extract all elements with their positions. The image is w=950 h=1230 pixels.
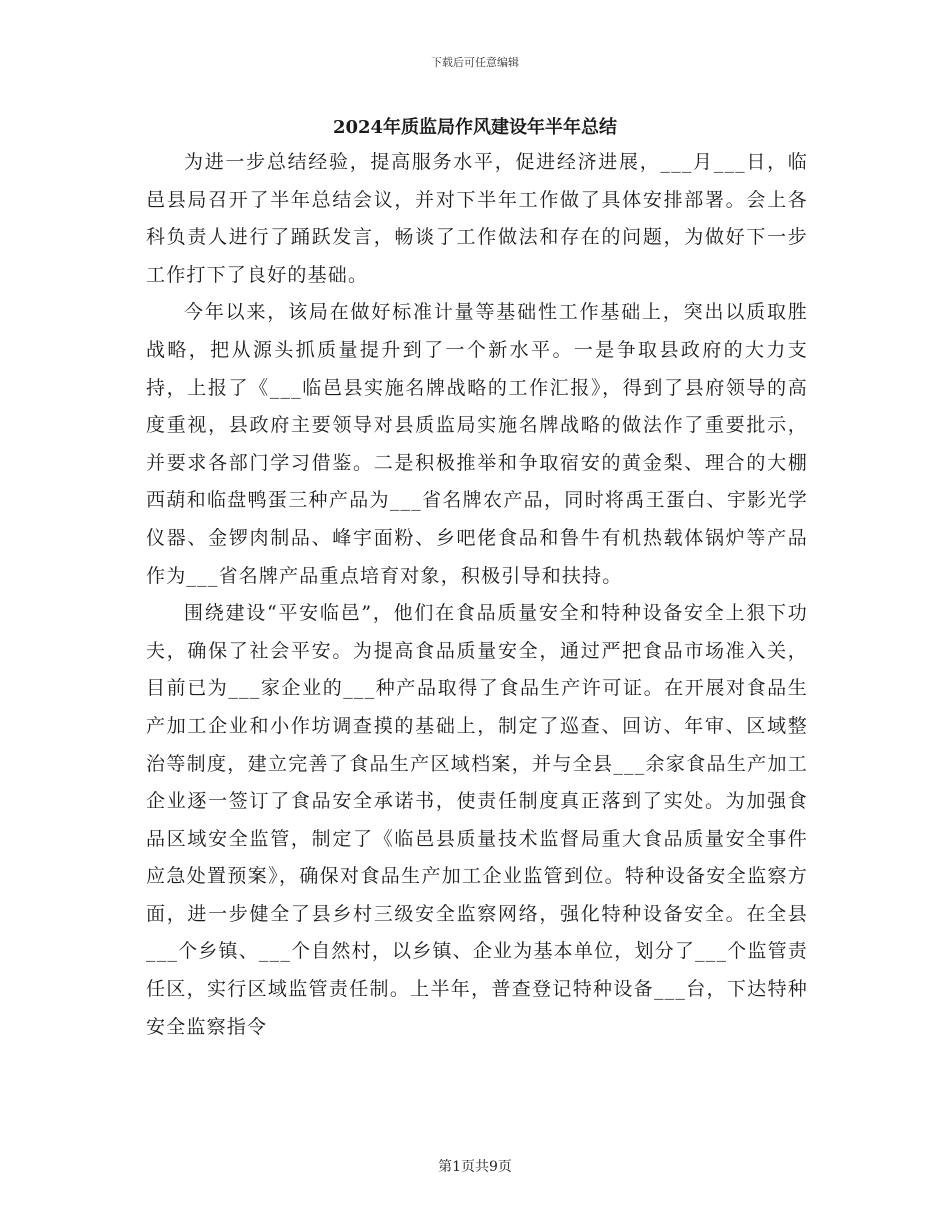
page-footer: 第1页共9页 [438, 1159, 512, 1175]
document-title: 2024年质监局作风建设年半年总结 [332, 117, 618, 138]
paragraph-1: 为进一步总结经验，提高服务水平，促进经济进展，___月___日，临邑县局召开了半年总结会议，并对下半年工作做了具体安排部署。会上各科负责人进行了踊跃发言，畅谈了工作做法和存在的问题，为做好下一步工作打下了良好的基础。 [146, 151, 808, 286]
paragraph-2: 今年以来，该局在做好标准计量等基础性工作基础上，突出以质取胜战略，把从源头抓质量提升到了一个新水平。一是争取县政府的大力支持，上报了《___临邑县实施名牌战略的工作汇报》，得到了县府领导的高度重视，县政府主要领导对县质监局实施名牌战略的做法作了重要批示，并要求各部门学习借鉴。二是积极推举和争取宿安的黄金梨、理合的大棚西葫和临盘鸭蛋三种产品为___省名牌农产品，同时将禹王蛋白、宇影光学仪器、金锣肉制品、峰宇面粉、乡吧佬食品和鲁牛有机热载体锅炉等产品作为___省名牌产品重点培育对象，积极引导和扶持。 [146, 301, 808, 587]
document-body [146, 144, 808, 1046]
paragraph-3: 围绕建设“平安临邑”，他们在食品质量安全和特种设备安全上狠下功夫，确保了社会平安。为提高食品质量安全，通过严把食品市场准入关，目前已为___家企业的___种产品取得了食品生产许可证。在开展对食品生产加工企业和小作坊调查摸的基础上，制定了巡查、回访、年审、区域整治等制度，建立完善了食品生产区域档案，并与全县___余家食品生产加工企业逐一签订了食品安全承诺书，使责任制度真正落到了实处。为加强食品区域安全监管，制定了《临邑县质量技术监督局重大食品质量安全事件应急处置预案》，确保对食品生产加工企业监管到位。特种设备安全监察方面，进一步健全了县乡村三级安全监察网络，强化特种设备安全。在全县___个乡镇、___个自然村，以乡镇、企业为基本单位，划分了___个监管责任区，实行区域监管责任制。上半年，普查登记特种设备___台，下达特种安全监察指令 [146, 602, 808, 1038]
header-note: 下载后可任意编辑 [431, 56, 519, 69]
